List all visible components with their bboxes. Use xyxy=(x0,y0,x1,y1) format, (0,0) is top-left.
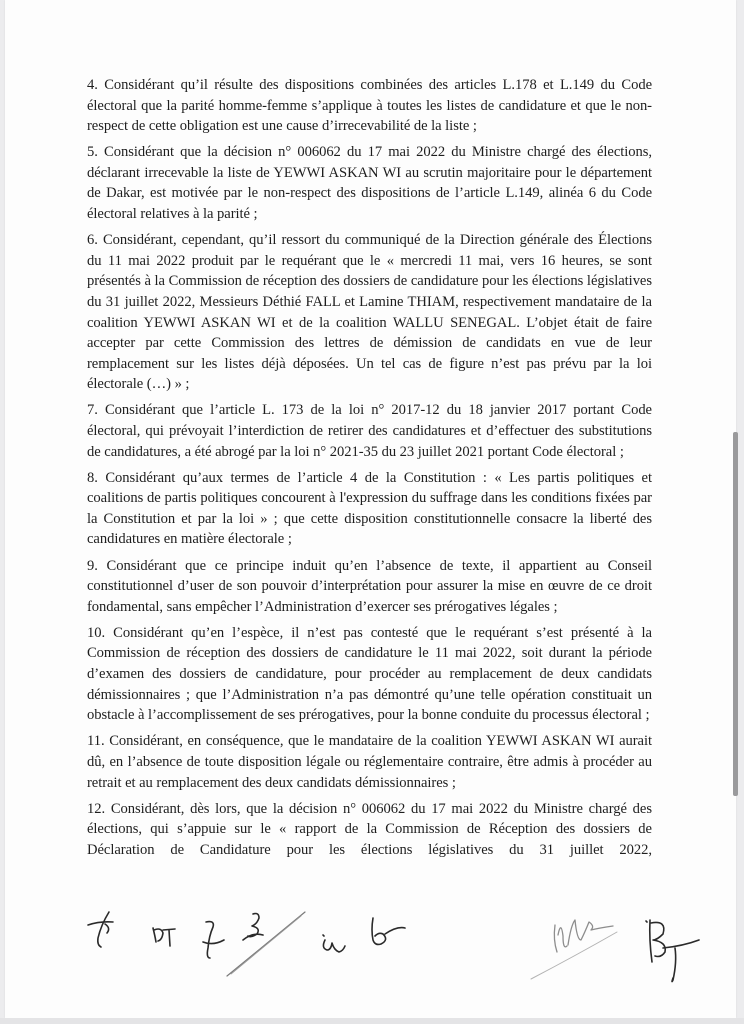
paragraph-number: 11. xyxy=(87,733,105,750)
paragraph-text: Considérant, cependant, qu’il ressort du communiqué de la Direction générale des Élections du 11 mai 2022 produit par le requérant que le « mercredi 11 mai, vers 16 heures, se sont présentés à la Commission de réception des dossiers de candidature pour les élections législatives du 31 juillet 2022, Messieurs Déthié FALL et Lamine THIAM, respectivement mandataire de la coalition YEWWI ASKAN WI et de la coalition WALLU SENEGAL. L’objet était de faire accepter par cette Commission des lettres de démission de candidats en vue de leur remplacement sur les listes déjà déposées. Un tel cas de figure n’est pas prévu par la loi électorale (…) » ; xyxy=(87,232,652,393)
paragraph-7 xyxy=(87,400,652,462)
signature-initials-1 xyxy=(88,912,113,947)
viewer-bottom-edge xyxy=(0,1018,744,1024)
paragraph-text: Considérant que la décision n° 006062 du 17 mai 2022 du Ministre chargé des élections, déclarant irrecevable la liste de YEWWI ASKAN WI au scrutin majoritaire pour le département de Dakar, est motivée par le non-respect des dispositions de l’article L.149, alinéa 6 du Code électoral relatives à la parité ; xyxy=(87,144,652,223)
paragraph-text: Considérant qu’aux termes de l’article 4 de la Constitution : « Les partis politiques et coalitions de partis politiques concourent à l'expression du suffrage dans les conditions fixées par la Constitution et par la loi » ; que cette disposition constitutionnelle consacre la liberté des candidatures en matière électorale ; xyxy=(87,469,652,548)
paragraph-6 xyxy=(87,230,652,395)
paragraph-10 xyxy=(87,623,652,726)
paragraph-number: 5. xyxy=(87,144,98,161)
paragraph-8 xyxy=(87,468,652,550)
paragraph-number: 7. xyxy=(87,402,98,419)
paragraph-text: Considérant qu’il résulte des dispositions combinées des articles L.178 et L.149 du Code électoral que la parité homme-femme s’applique à toutes les listes de candidature et que le non-respect de cette obligation est une cause d’irrecevabilité de la liste ; xyxy=(87,77,652,135)
paragraph-number: 4. xyxy=(87,77,98,93)
signature-initials-6 xyxy=(372,918,405,945)
paragraph-4 xyxy=(87,75,652,137)
signature-initials-4 xyxy=(227,912,305,976)
paragraph-text: Considérant que ce principe induit qu’en l’absence de texte, il appartient au Conseil constitutionnel d’user de son pouvoir d’interprétation pour assurer la mise en œuvre de ce droit fondamental, sans empêcher l’Administration d’exercer ses prérogatives légales ; xyxy=(87,557,652,615)
paragraph-12 xyxy=(87,799,652,861)
signature-initials-2 xyxy=(153,928,175,946)
signature-initials-8 xyxy=(646,920,699,982)
paragraph-11 xyxy=(87,731,652,793)
vertical-scrollbar-thumb[interactable] xyxy=(733,432,738,796)
paragraph-number: 6. xyxy=(87,232,98,249)
paragraph-text: Considérant, en conséquence, que le mandataire de la coalition YEWWI ASKAN WI aurait dû, en l’absence de toute disposition légale ou réglementaire contraire, être admis à procéder au retrait et au remplacement des deux candidats démissionnaires ; xyxy=(87,733,652,791)
paragraph-text: Considérant qu’en l’espèce, il n’est pas contesté que le requérant s’est présenté à la Commission de réception des dossiers de candidature le 11 mai 2022, soit durant la période d’examen des dossiers de candidature, pour procéder au remplacement de deux candidats démissionnaires ; que l’Administration n’a pas démontré qu’une telle opération constituait un obstacle à l’accomplissement de ses prérogatives, pour la bonne conduite du processus électoral ; xyxy=(87,624,652,724)
signature-initials-3 xyxy=(203,922,224,958)
document-page xyxy=(5,0,736,1018)
paragraph-9 xyxy=(87,556,652,618)
signature-initials-7 xyxy=(531,920,617,979)
paragraph-text: Considérant que l’article L. 173 de la loi n° 2017-12 du 18 janvier 2017 portant Code électoral, qui prévoyait l’interdiction de retirer des candidatures et d’effectuer des substitutions de candidatures, a été abrogé par la loi n° 2021-35 du 23 juillet 2021 portant Code électoral ; xyxy=(87,402,652,460)
paragraph-number: 8. xyxy=(87,469,98,486)
paragraph-5 xyxy=(87,142,652,224)
paragraph-number: 12. xyxy=(87,800,106,817)
paragraph-text: Considérant, dès lors, que la décision n° 006062 du 17 mai 2022 du Ministre chargé des élections, qui s’appuie sur le « rapport de la Commission de Réception des dossiers de Déclaration de Candidature pour les élections législatives du 31 juillet 2022, xyxy=(87,800,652,858)
page-body xyxy=(87,75,652,866)
paragraph-number: 9. xyxy=(87,557,98,574)
signature-initials-5 xyxy=(323,935,345,952)
paragraph-number: 10. xyxy=(87,624,106,641)
